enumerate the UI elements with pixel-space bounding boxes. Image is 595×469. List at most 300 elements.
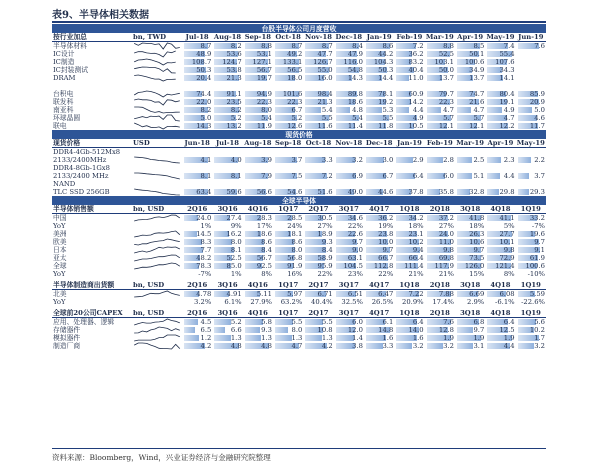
row-label: 欧美: [53, 238, 67, 246]
data-bar: [518, 107, 533, 113]
value-cell: [334, 58, 364, 66]
trend-sparkline: [132, 122, 182, 130]
sparkline-path: [134, 343, 180, 349]
value-cell: [425, 318, 455, 327]
value-cell: [334, 246, 364, 254]
value-cell: [516, 180, 546, 188]
value-cell: [364, 90, 394, 98]
value-cell: [455, 238, 485, 246]
value-text: 20.4: [196, 74, 212, 82]
value-text: 8.2: [230, 42, 242, 50]
data-bar: [396, 107, 409, 113]
period-header: Mar-19: [456, 139, 485, 147]
value-cell: [485, 180, 515, 188]
section-header-row: [52, 139, 546, 148]
value-cell: [425, 254, 455, 262]
value-text: 16%: [287, 270, 303, 278]
value-cell: [485, 172, 515, 180]
value-text: 50.1: [469, 50, 485, 58]
value-text: 14.3: [196, 122, 212, 130]
value-cell: [334, 90, 364, 98]
value-text: 5.5: [291, 318, 303, 326]
value-cell: [334, 42, 364, 51]
value-text: 2.5: [473, 156, 485, 164]
value-text: 8%: [261, 270, 272, 278]
value-cell: [303, 42, 333, 51]
period-header: 1Q18: [394, 205, 424, 214]
trend-sparkline: [132, 58, 182, 66]
period-header: 2Q17: [303, 309, 333, 318]
sparkline-path: [134, 99, 180, 105]
value-cell: [425, 172, 455, 180]
table-row: [52, 98, 546, 106]
value-cell: [273, 50, 303, 58]
value-cell: [303, 188, 333, 196]
table-row: [52, 254, 546, 262]
value-cell: [334, 238, 364, 246]
value-text: 9.4: [412, 246, 424, 254]
source-note: 资料来源：Bloomberg，Wind，兴业证券经济与金融研究院整理: [52, 453, 271, 462]
semiconductor-data-table: [52, 24, 546, 350]
table-row: [52, 326, 546, 334]
value-cell: [485, 106, 515, 114]
value-text: 7.88: [438, 290, 454, 298]
value-cell: [516, 222, 546, 230]
value-cell: [394, 74, 424, 82]
table-row: [52, 82, 546, 90]
value-cell: [182, 74, 212, 82]
value-cell: [243, 222, 273, 230]
value-text: 126.7: [313, 58, 333, 66]
value-cell: [364, 246, 394, 254]
period-header: 4Q18: [485, 205, 515, 214]
trend-sparkline: [132, 114, 182, 122]
period-header: 3Q16: [212, 309, 242, 318]
value-text: 4.4: [503, 342, 515, 350]
row-label: 应用、处理器、逻辑: [53, 318, 115, 326]
value-text: 3.0: [382, 156, 394, 164]
value-text: 52.5: [438, 50, 454, 58]
value-cell: [212, 172, 242, 180]
value-text: 30.5: [317, 214, 333, 222]
table-row: [52, 298, 546, 306]
section-header-row: [52, 281, 546, 290]
data-bar: [518, 173, 529, 179]
value-text: 22.3: [287, 98, 303, 106]
value-text: 5.97: [287, 290, 303, 298]
value-text: 69.8: [438, 254, 454, 262]
value-text: 6.6: [230, 326, 242, 334]
value-text: 80.4: [499, 90, 515, 98]
trend-sparkline: [132, 298, 182, 306]
section-header-label: 全球前20公司CAPEX: [52, 309, 132, 318]
value-cell: [516, 262, 546, 270]
value-cell: [182, 290, 212, 299]
value-text: 47.9: [347, 50, 363, 58]
period-header: Sep-18: [273, 139, 303, 148]
value-cell: [364, 172, 394, 180]
data-bar: [184, 319, 198, 325]
trend-sparkline: [132, 148, 182, 157]
value-cell: [334, 172, 364, 180]
value-text: 3.3: [321, 156, 333, 164]
value-cell: [334, 188, 364, 196]
sparkline-path: [134, 157, 180, 163]
data-bar: [457, 327, 473, 333]
value-text: 89.8: [347, 90, 363, 98]
row-label: 北美: [53, 290, 67, 298]
value-cell: [334, 50, 364, 58]
value-cell: [303, 172, 333, 180]
value-text: 4.4: [503, 172, 515, 180]
value-cell: [485, 90, 515, 98]
value-text: 37.8: [408, 188, 424, 196]
value-text: 8%: [503, 270, 515, 278]
value-cell: [516, 50, 546, 58]
value-text: 85.0: [226, 262, 242, 270]
value-text: 4.5: [200, 318, 212, 326]
value-text: 6.4: [412, 318, 424, 326]
value-cell: [303, 156, 333, 164]
table-row: [52, 106, 546, 114]
value-text: 8.0: [261, 106, 272, 114]
value-text: 7.6: [443, 318, 454, 326]
value-cell: [394, 156, 424, 164]
value-cell: [455, 50, 485, 58]
value-cell: [485, 230, 515, 238]
value-text: -22.6%: [521, 298, 545, 306]
value-cell: [303, 106, 333, 114]
value-cell: [485, 50, 515, 58]
value-cell: [243, 262, 273, 270]
value-cell: [364, 318, 394, 327]
value-text: 5.7: [443, 114, 454, 122]
trend-sparkline: [132, 270, 182, 278]
value-text: 92.5: [256, 262, 272, 270]
value-cell: [243, 50, 273, 58]
value-cell: [182, 262, 212, 270]
row-label: 南亚科: [53, 106, 74, 114]
value-cell: [485, 298, 515, 306]
value-cell: [334, 156, 364, 164]
trend-sparkline: [132, 50, 182, 58]
value-cell: [303, 50, 333, 58]
value-text: 53.6: [226, 50, 242, 58]
value-text: 6.51: [347, 290, 363, 298]
period-header: 2Q17: [303, 281, 333, 290]
value-text: 41.1: [499, 214, 515, 222]
value-text: 6.5: [200, 326, 212, 334]
value-text: 8.5: [473, 42, 485, 50]
value-cell: [364, 164, 394, 172]
value-cell: [303, 74, 333, 82]
period-header: 3Q18: [455, 205, 485, 214]
value-text: 14.0: [408, 326, 424, 334]
value-text: 22%: [347, 222, 363, 230]
value-text: 5.5: [382, 114, 394, 122]
value-text: 27.9%: [250, 298, 272, 306]
unit-label: bn, TWD: [132, 33, 182, 42]
row-label: 存储器件: [53, 326, 81, 334]
value-cell: [516, 318, 546, 327]
value-cell: [273, 122, 303, 130]
value-cell: [425, 342, 455, 350]
value-text: 36.2: [408, 50, 424, 58]
value-cell: [334, 122, 364, 130]
unit-label: bn, USD: [132, 309, 182, 318]
value-text: 20.9%: [402, 298, 424, 306]
value-cell: [425, 156, 455, 164]
trend-sparkline: [132, 290, 182, 299]
section-header-row: [52, 205, 546, 214]
value-text: 8.8: [443, 42, 454, 50]
value-cell: [455, 164, 485, 172]
value-text: 91.9: [287, 262, 303, 270]
value-cell: [182, 298, 212, 306]
data-bar: [457, 173, 472, 179]
period-header: Jul-18: [212, 139, 242, 148]
value-text: 7.9: [261, 172, 272, 180]
value-cell: [485, 238, 515, 246]
data-bar: [457, 343, 473, 349]
value-text: 2.9%: [467, 298, 485, 306]
table-row: [52, 156, 546, 164]
value-text: 37.2: [438, 214, 454, 222]
value-text: 6.7: [382, 172, 394, 180]
data-bar: [518, 157, 531, 163]
value-text: 5.2: [230, 114, 242, 122]
value-cell: [485, 188, 515, 196]
value-cell: [516, 106, 546, 114]
period-header: 4Q17: [364, 205, 394, 214]
value-cell: [212, 50, 242, 58]
value-text: 16.0: [317, 74, 333, 82]
value-text: 1.2: [200, 334, 212, 342]
value-cell: [212, 74, 242, 82]
value-cell: [425, 262, 455, 270]
value-text: 7.7: [200, 246, 212, 254]
section-banner-label: 全球半导体: [52, 196, 546, 205]
value-cell: [212, 98, 242, 106]
data-bar: [184, 231, 197, 237]
value-text: 1%: [230, 270, 242, 278]
value-text: 28.3: [256, 214, 272, 222]
value-text: 12.5: [499, 326, 515, 334]
value-text: 101.6: [282, 90, 303, 98]
value-text: 12.2: [499, 122, 515, 130]
row-label: [52, 82, 132, 90]
period-header: 2Q17: [303, 205, 333, 214]
value-cell: [243, 74, 273, 82]
value-cell: [485, 262, 515, 270]
value-cell: [394, 318, 424, 327]
value-text: 5.6: [534, 318, 545, 326]
value-cell: [182, 238, 212, 246]
value-text: 17.4%: [432, 298, 454, 306]
value-cell: [273, 342, 303, 350]
value-cell: [303, 270, 333, 278]
value-text: 21.3: [226, 74, 242, 82]
value-cell: [212, 114, 242, 122]
value-text: 6.1: [382, 318, 394, 326]
period-header: Mar-19: [425, 33, 454, 41]
value-text: 10.6: [469, 238, 485, 246]
value-cell: [212, 298, 242, 306]
value-cell: [455, 66, 485, 74]
value-text: 2.8: [443, 156, 454, 164]
value-text: -7%: [531, 222, 545, 230]
value-text: 1.9: [443, 334, 454, 342]
value-text: 56.7: [256, 254, 272, 262]
value-cell: [273, 290, 303, 299]
value-cell: [455, 290, 485, 299]
sparkline-path: [134, 107, 180, 113]
value-text: 3.3: [382, 342, 394, 350]
value-text: 26.3: [469, 230, 485, 238]
value-text: 1.9: [503, 334, 515, 342]
value-text: 3.2: [352, 156, 363, 164]
value-cell: [334, 82, 364, 90]
value-text: 8.1: [230, 246, 242, 254]
value-cell: [485, 290, 515, 299]
value-text: 2.9: [412, 156, 424, 164]
value-text: 26.5%: [371, 298, 394, 306]
value-text: 63.1: [347, 254, 363, 262]
value-text: 6.4: [503, 318, 515, 326]
value-text: 8.4: [321, 246, 333, 254]
value-cell: [394, 334, 424, 342]
unit-label: bn, USD: [132, 205, 182, 214]
value-text: 8.6: [291, 238, 303, 246]
value-cell: [212, 262, 242, 270]
value-text: 9.3: [321, 238, 333, 246]
value-cell: [212, 246, 242, 254]
row-label: 全球: [53, 262, 67, 270]
value-cell: [182, 254, 212, 262]
value-cell: [273, 222, 303, 230]
value-cell: [334, 106, 364, 114]
value-text: 9.0: [352, 246, 363, 254]
row-label: YoY: [53, 222, 66, 230]
value-text: 3.7: [291, 156, 303, 164]
value-text: 12.6: [287, 122, 303, 130]
period-header: 1Q17: [273, 205, 303, 214]
value-text: 3.1: [473, 342, 485, 350]
row-label: DDR4-4Gb-512Mx8: [53, 148, 121, 156]
value-cell: [182, 98, 212, 106]
period-header: 2Q16: [182, 309, 212, 318]
value-cell: [273, 246, 303, 254]
row-label: IC设计: [53, 50, 75, 58]
trend-sparkline: [132, 230, 182, 238]
value-cell: [425, 164, 455, 172]
sparkline-path: [134, 231, 180, 237]
value-text: 1.3: [321, 334, 333, 342]
value-cell: [485, 148, 515, 157]
section-header-label: 按行业加总: [52, 33, 132, 42]
value-cell: [212, 122, 242, 130]
value-text: 19.1: [499, 98, 515, 106]
top-rule: [52, 21, 546, 23]
value-text: 11.4: [347, 122, 363, 130]
value-text: 22%: [378, 270, 394, 278]
table-row: [52, 66, 546, 74]
row-label: 中国: [53, 214, 67, 222]
period-header: 2Q18: [425, 281, 455, 290]
value-cell: [273, 66, 303, 74]
value-text: 98.4: [317, 90, 333, 98]
value-text: 103.1: [434, 58, 454, 66]
value-text: 5.1: [473, 172, 485, 180]
value-text: 117.9: [434, 262, 454, 270]
data-bar: [457, 189, 470, 195]
value-cell: [485, 222, 515, 230]
table-row: [52, 318, 546, 327]
table-row: [52, 222, 546, 230]
value-text: 9.7: [473, 246, 485, 254]
value-cell: [455, 270, 485, 278]
value-cell: [394, 148, 424, 157]
value-cell: [243, 270, 273, 278]
value-cell: [303, 222, 333, 230]
row-label: 美洲: [53, 230, 67, 238]
value-text: 14.2: [408, 98, 424, 106]
row-label: 半导体材料: [53, 42, 87, 50]
value-cell: [364, 290, 394, 299]
value-cell: [455, 342, 485, 350]
value-cell: [394, 106, 424, 114]
value-text: 1.9: [473, 334, 485, 342]
value-cell: [243, 318, 273, 327]
value-cell: [334, 98, 364, 106]
value-cell: [303, 122, 333, 130]
value-cell: [334, 180, 364, 188]
value-cell: [485, 114, 515, 122]
value-cell: [212, 342, 242, 350]
value-text: 6.4: [412, 172, 424, 180]
value-cell: [364, 42, 394, 51]
table-row: [52, 50, 546, 58]
period-header: 3Q17: [334, 205, 364, 214]
value-cell: [516, 270, 546, 278]
value-cell: [243, 180, 273, 188]
value-cell: [303, 262, 333, 270]
value-text: 9.1: [534, 246, 545, 254]
value-cell: [364, 50, 394, 58]
value-cell: [273, 326, 303, 334]
sparkline-path: [134, 43, 180, 49]
value-text: 53.1: [256, 50, 272, 58]
table-row: [52, 214, 546, 223]
value-cell: [394, 188, 424, 196]
value-text: 85.9: [529, 90, 545, 98]
value-text: 10.5: [408, 122, 424, 130]
value-text: 18.6: [256, 230, 272, 238]
value-text: 3.9: [261, 156, 272, 164]
value-cell: [273, 82, 303, 90]
value-text: 10.0: [378, 238, 394, 246]
value-text: 8.0: [291, 326, 303, 334]
value-cell: [212, 238, 242, 246]
value-cell: [182, 246, 212, 254]
row-label: 2133/2400MHz: [53, 156, 107, 164]
value-text: 4.2: [321, 342, 333, 350]
value-cell: [485, 326, 515, 334]
value-cell: [455, 254, 485, 262]
value-cell: [516, 58, 546, 66]
data-bar: [336, 335, 354, 341]
value-cell: [485, 42, 515, 51]
